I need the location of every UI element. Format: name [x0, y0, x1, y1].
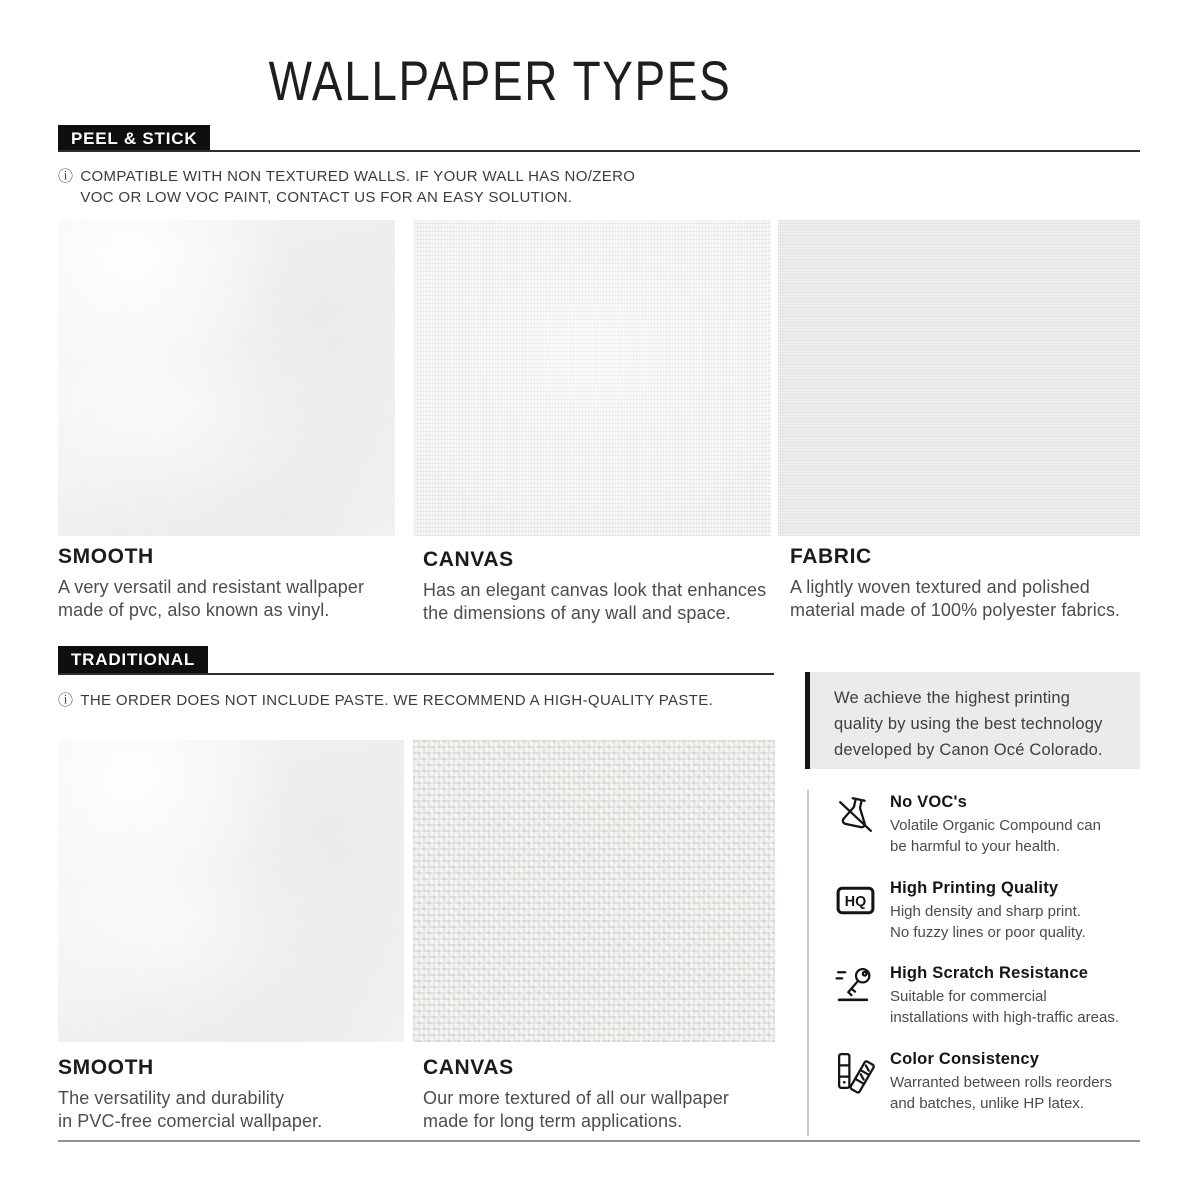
- swatch-description: [423, 579, 778, 625]
- feature-color-consistency: [833, 1049, 1143, 1114]
- feature-description: [890, 815, 1101, 857]
- feature-text: [890, 792, 1101, 857]
- desc-line: Warranted between rolls reorders: [890, 1074, 1113, 1091]
- feature-title: No VOC's: [890, 793, 968, 811]
- desc-line: A very versatil and resistant wallpaper: [58, 577, 365, 597]
- swatch-traditional-smooth: [58, 740, 404, 1042]
- feature-title: High Printing Quality: [890, 879, 1059, 897]
- note-peel-and-stick: [58, 166, 635, 208]
- svg-text:HQ: HQ: [844, 894, 867, 911]
- feature-no-vocs: [833, 792, 1143, 857]
- bottom-rule: [58, 1140, 1140, 1142]
- desc-line: and batches, unlike HP latex.: [890, 1095, 1085, 1112]
- desc-line: installations with high-traffic areas.: [890, 1009, 1119, 1026]
- desc-line: the dimensions of any wall and space.: [423, 603, 731, 623]
- swatch-peel-smooth: [58, 220, 395, 536]
- feature-title: High Scratch Resistance: [890, 964, 1089, 982]
- desc-line: Our more textured of all our wallpaper: [423, 1088, 729, 1108]
- feature-high-scratch-resistance: [833, 963, 1143, 1028]
- note-line: COMPATIBLE WITH NON TEXTURED WALLS. IF YOUR WALL HAS NO/ZERO: [80, 168, 636, 185]
- color-consistency-icon: [833, 1049, 878, 1094]
- scratch-resistance-icon: [833, 963, 878, 1008]
- swatch-title: SMOOTH: [58, 545, 154, 568]
- desc-line: High density and sharp print.: [890, 903, 1081, 920]
- desc-line: Volatile Organic Compound can: [890, 817, 1101, 834]
- desc-line: Suitable for commercial: [890, 988, 1047, 1005]
- no-voc-icon: [833, 792, 878, 837]
- note-line: VOC OR LOW VOC PAINT, CONTACT US FOR AN EASY SOLUTION.: [80, 189, 573, 206]
- quote-line: quality by using the best technology: [834, 715, 1103, 733]
- desc-line: be harmful to your health.: [890, 838, 1061, 855]
- desc-line: No fuzzy lines or poor quality.: [890, 924, 1086, 941]
- caption-peel-smooth: [58, 545, 403, 622]
- desc-line: A lightly woven textured and polished: [790, 577, 1090, 597]
- features-divider-line: [807, 790, 809, 1136]
- swatch-description: [58, 1087, 403, 1133]
- note-text: [80, 690, 713, 711]
- feature-text: [890, 878, 1086, 943]
- swatch-title: CANVAS: [423, 1056, 514, 1079]
- note-text: [80, 166, 635, 208]
- quote-line: We achieve the highest printing: [834, 689, 1071, 707]
- info-icon: ⓘ: [58, 692, 74, 709]
- page-title: WALLPAPER TYPES: [268, 49, 732, 112]
- section-rule-traditional: [58, 673, 774, 675]
- swatch-title: FABRIC: [790, 545, 872, 568]
- section-badge-peel-and-stick: PEEL & STICK: [58, 125, 210, 152]
- feature-description: [890, 986, 1119, 1028]
- section-badge-traditional: TRADITIONAL: [58, 646, 208, 673]
- feature-title: Color Consistency: [890, 1050, 1040, 1068]
- swatch-description: [790, 576, 1140, 622]
- swatch-peel-fabric: [778, 220, 1140, 536]
- note-line: THE ORDER DOES NOT INCLUDE PASTE. WE RECOMMEND A HIGH-QUALITY PASTE.: [80, 692, 714, 709]
- desc-line: made for long term applications.: [423, 1111, 683, 1131]
- hq-icon: [833, 878, 878, 923]
- swatch-description: [58, 576, 403, 622]
- swatch-peel-canvas: [414, 220, 771, 536]
- swatch-title: CANVAS: [423, 548, 514, 571]
- feature-description: [890, 1072, 1112, 1114]
- info-icon: ⓘ: [58, 168, 74, 185]
- caption-peel-canvas: [423, 548, 778, 625]
- swatch-traditional-canvas: [413, 740, 775, 1042]
- swatch-description: [423, 1087, 778, 1133]
- printing-quality-quote: [805, 672, 1140, 769]
- feature-high-printing-quality: [833, 878, 1143, 943]
- note-traditional: [58, 690, 713, 711]
- desc-line: Has an elegant canvas look that enhances: [423, 580, 767, 600]
- desc-line: The versatility and durability: [58, 1088, 285, 1108]
- feature-text: [890, 963, 1119, 1028]
- caption-peel-fabric: [790, 545, 1140, 622]
- section-rule-peel-and-stick: [58, 150, 1140, 152]
- caption-traditional-canvas: [423, 1056, 778, 1133]
- desc-line: made of pvc, also known as vinyl.: [58, 600, 330, 620]
- desc-line: in PVC-free comercial wallpaper.: [58, 1111, 323, 1131]
- caption-traditional-smooth: [58, 1056, 403, 1133]
- feature-text: [890, 1049, 1112, 1114]
- feature-description: [890, 901, 1086, 943]
- desc-line: material made of 100% polyester fabrics.: [790, 600, 1121, 620]
- swatch-title: SMOOTH: [58, 1056, 154, 1079]
- quote-line: developed by Canon Océ Colorado.: [834, 741, 1103, 759]
